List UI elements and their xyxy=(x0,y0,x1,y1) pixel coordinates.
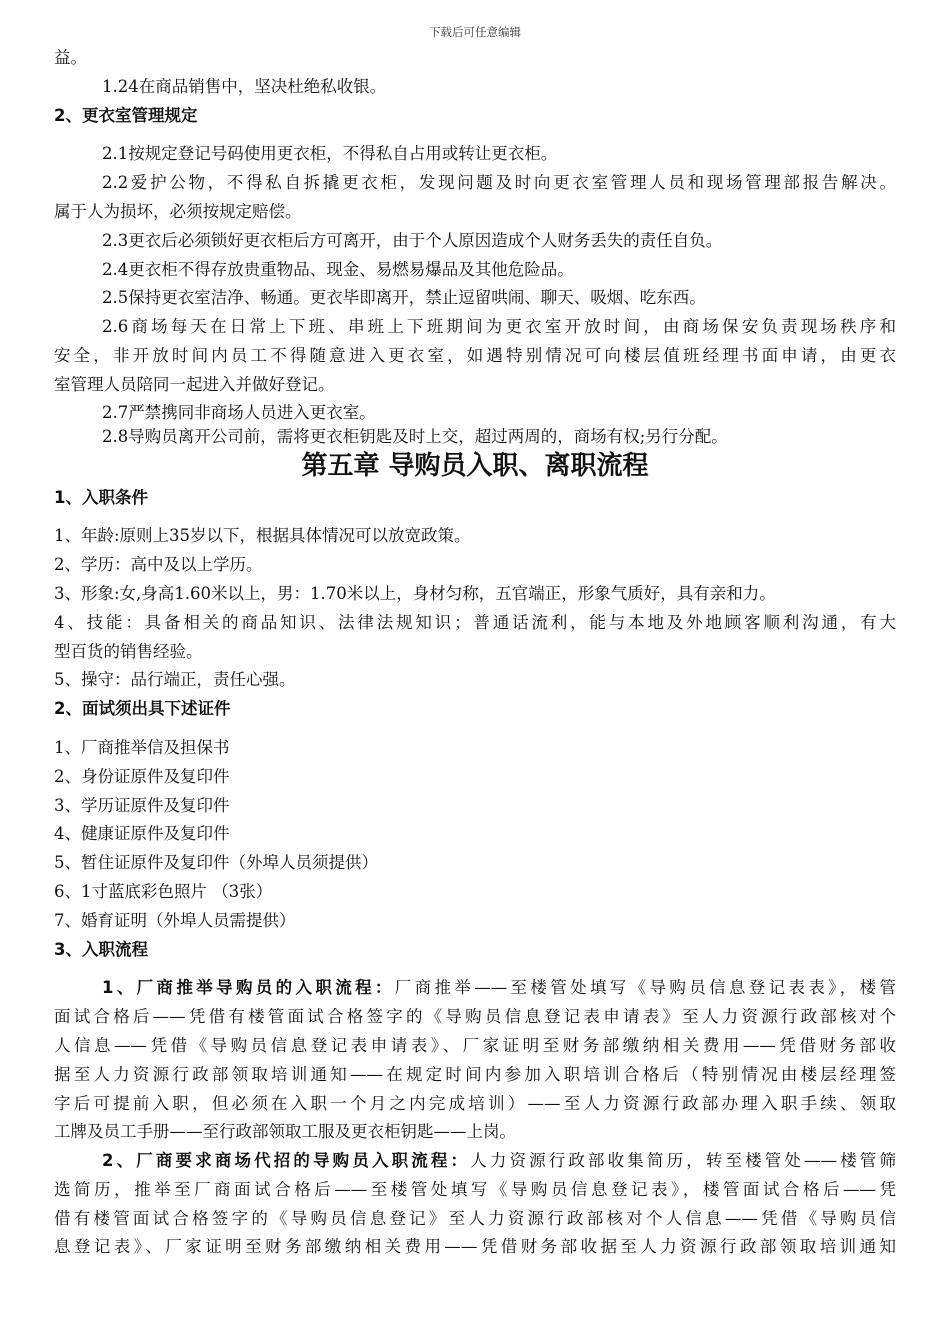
text-line: 益。 xyxy=(54,48,87,67)
chapter-title: 第五章 导购员入职、离职流程 xyxy=(301,450,649,481)
document-body xyxy=(54,44,896,1262)
list-item: 5、暂住证原件及复印件（外埠人员须提供） xyxy=(54,853,378,873)
list-item: 6、1寸蓝底彩色照片 （3张） xyxy=(54,881,273,901)
process-lead: 2、厂商要求商场代招的导购员入职流程： xyxy=(102,1151,471,1171)
list-item: 3、形象:女,身高1.60米以上，男：1.70米以上，身材匀称，五官端正，形象气质好，具有亲和力。 xyxy=(54,583,776,603)
process-lead: 1、厂商推举导购员的入职流程： xyxy=(102,978,395,998)
process-text: 厂商推举——至楼管处填写《导购员信息登记表表》，楼管 xyxy=(394,978,897,998)
process-paragraph-line xyxy=(54,1147,896,1176)
process-paragraph-line: 借有楼管面试合格签字的《导购员信息登记》至人力资源行政部核对个人信息——凭借《导购员信 xyxy=(54,1208,896,1228)
rule-item: 2.2爱护公物，不得私自拆撬更衣柜，发现问题及时向更衣室管理人员和现场管理部报告解决。 xyxy=(102,173,896,193)
section-heading: 1、入职条件 xyxy=(54,487,148,507)
text-line: 安全，非开放时间内员工不得随意进入更衣室，如遇特别情况可向楼层值班经理书面申请，由更衣 xyxy=(54,345,896,365)
list-item: 4、健康证原件及复印件 xyxy=(54,824,230,844)
section-heading: 2、面试须出具下述证件 xyxy=(54,699,231,719)
process-paragraph-line: 字后可提前入职，但必须在入职一个月之内完成培训）——至人力资源行政部办理入职手续、领取 xyxy=(54,1093,896,1113)
process-paragraph-line: 面试合格后——凭借有楼管面试合格签字的《导购员信息登记表申请表》至人力资源行政部核对个 xyxy=(54,1007,896,1027)
section-heading: 3、入职流程 xyxy=(54,939,148,959)
process-paragraph-line: 工牌及员工手册——至行政部领取工服及更衣柜钥匙——上岗。 xyxy=(54,1122,516,1142)
list-item: 1、年龄:原则上35岁以下，根据具体情况可以放宽政策。 xyxy=(54,526,471,546)
process-paragraph-line xyxy=(54,974,896,1003)
process-paragraph-line: 人信息——凭借《导购员信息登记表申请表》、厂家证明至财务部缴纳相关费用——凭借财务部收 xyxy=(54,1035,896,1055)
text-line: 室管理人员陪同一起进入并做好登记。 xyxy=(54,374,335,394)
list-item: 3、学历证原件及复印件 xyxy=(54,795,230,815)
rule-item: 2.6商场每天在日常上下班、串班上下班期间为更衣室开放时间，由商场保安负责现场秩序和 xyxy=(102,317,896,337)
rule-item: 1.24在商品销售中，坚决杜绝私收银。 xyxy=(102,76,387,96)
rule-item: 2.8导购员离开公司前，需将更衣柜钥匙及时上交，超过两周的，商场有权;另行分配。 xyxy=(102,426,728,446)
section-heading: 2、更衣室管理规定 xyxy=(54,105,198,125)
list-item: 5、操守：品行端正，责任心强。 xyxy=(54,670,296,690)
text-line: 属于人为损坏，必须按规定赔偿。 xyxy=(54,201,302,221)
list-item: 4、技能：具备相关的商品知识、法律法规知识；普通话流利，能与本地及外地顾客顺利沟通，有大 xyxy=(54,612,896,632)
rule-item: 2.4更衣柜不得存放贵重物品、现金、易燃易爆品及其他危险品。 xyxy=(102,259,574,279)
rule-item: 2.3更衣后必须锁好更衣柜后方可离开，由于个人原因造成个人财务丢失的责任自负。 xyxy=(102,230,723,250)
process-paragraph-line: 息登记表》、厂家证明至财务部缴纳相关费用——凭借财务部收据至人力资源行政部领取培训通知 xyxy=(54,1237,896,1257)
text-line: 型百货的销售经验。 xyxy=(54,641,203,661)
process-paragraph-line: 选简历，推举至厂商面试合格后——至楼管处填写《导购员信息登记表》，楼管面试合格后——凭 xyxy=(54,1179,896,1199)
rule-item: 2.5保持更衣室洁净、畅通。更衣毕即离开，禁止逗留哄闹、聊天、吸烟、吃东西。 xyxy=(102,288,706,308)
list-item: 7、婚育证明（外埠人员需提供） xyxy=(54,910,296,930)
list-item: 1、厂商推举信及担保书 xyxy=(54,737,230,757)
rule-item: 2.7严禁携同非商场人员进入更衣室。 xyxy=(102,402,376,422)
rule-item: 2.1按规定登记号码使用更衣柜，不得私自占用或转让更衣柜。 xyxy=(102,144,558,164)
list-item: 2、学历：高中及以上学历。 xyxy=(54,555,263,575)
process-text: 人力资源行政部收集简历，转至楼管处——楼管筛 xyxy=(470,1151,897,1171)
page-header: 下载后可任意编辑 xyxy=(429,25,521,39)
process-paragraph-line: 据至人力资源行政部领取培训通知——在规定时间内参加入职培训合格后（特别情况由楼层经理签 xyxy=(54,1064,896,1084)
list-item: 2、身份证原件及复印件 xyxy=(54,766,230,786)
